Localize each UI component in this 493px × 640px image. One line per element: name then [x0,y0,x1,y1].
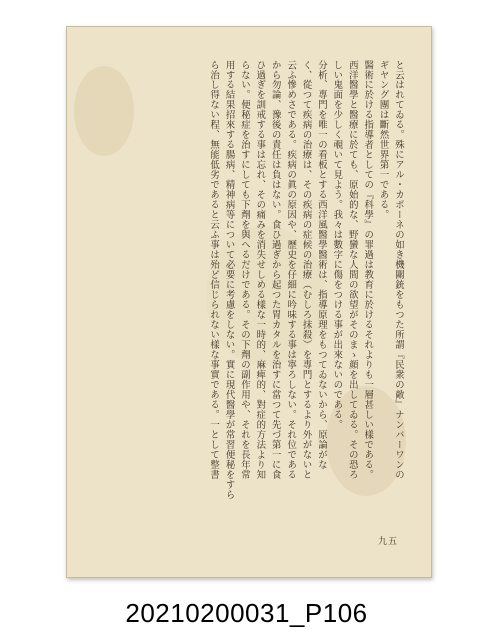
text-column: ら治し得ない程、無能低劣であると云ふ事は殆ど信じられない樣な事實である。一として整書 [208,60,220,480]
page-number: 九五 [378,537,399,547]
text-column: 西洋醫學と醫療に於ても、原始的な、野蠻な人間の欲望がそのまゝ顔を出してゐる。その恐ろ [346,60,358,480]
paper-sheet [66,26,432,578]
text-column: らない。便秘症を治すにしても下劑を與へるだけである。その下劑の副作用や、それを長年常 [238,60,250,480]
image-caption: 20210200031_P106 [125,597,368,628]
text-column: 醫術に於ける指導者としての『科學』の罪過は教育に於けるそれよりも一層甚しい樣である。 [362,60,374,480]
text-column: 云ふ慘めさである。疾病の眞の原因や、歷史を仔細に吟味する事は寧ろしない。それ位である [285,60,297,480]
text-column: 用する結果招來する腸病、精神病等について必要に考慮をしない。實に現代醫學が常習便秘をすら [223,60,235,500]
text-column: と云はれてゐる。殊にアル・カポーネの如き機關銃をもつた所謂『民衆の敵』ナンバーワンの [393,60,404,480]
text-column: ひ過ぎを訓戒する事は忘れ、その痛みを消失せしめる樣な一時的、麻痺的、對症的方法より知 [254,60,266,480]
text-column: から勿論、豫後の責任は負はない。食ひ過ぎから起つた胃カタルを治すに當つて先づ第一に食 [269,60,281,480]
text-column: ギヤング團は斷然世界第一である。 [377,60,389,220]
text-column: く、從つて疾病の治療は、その疾病の症候の治療（むしろ抹殺）を專門とするより外がないと [300,60,312,480]
text-column: 分析、專門を唯一の看板とする西洋風醫學醫術は、指導原理をもつてゐないから、原論がな [315,60,327,470]
text-column: しい鬼面を少しく覗いて見よう。我々は數字に傷をつける事が出來ないのである。 [331,60,343,430]
vertical-text-block [88,60,406,536]
